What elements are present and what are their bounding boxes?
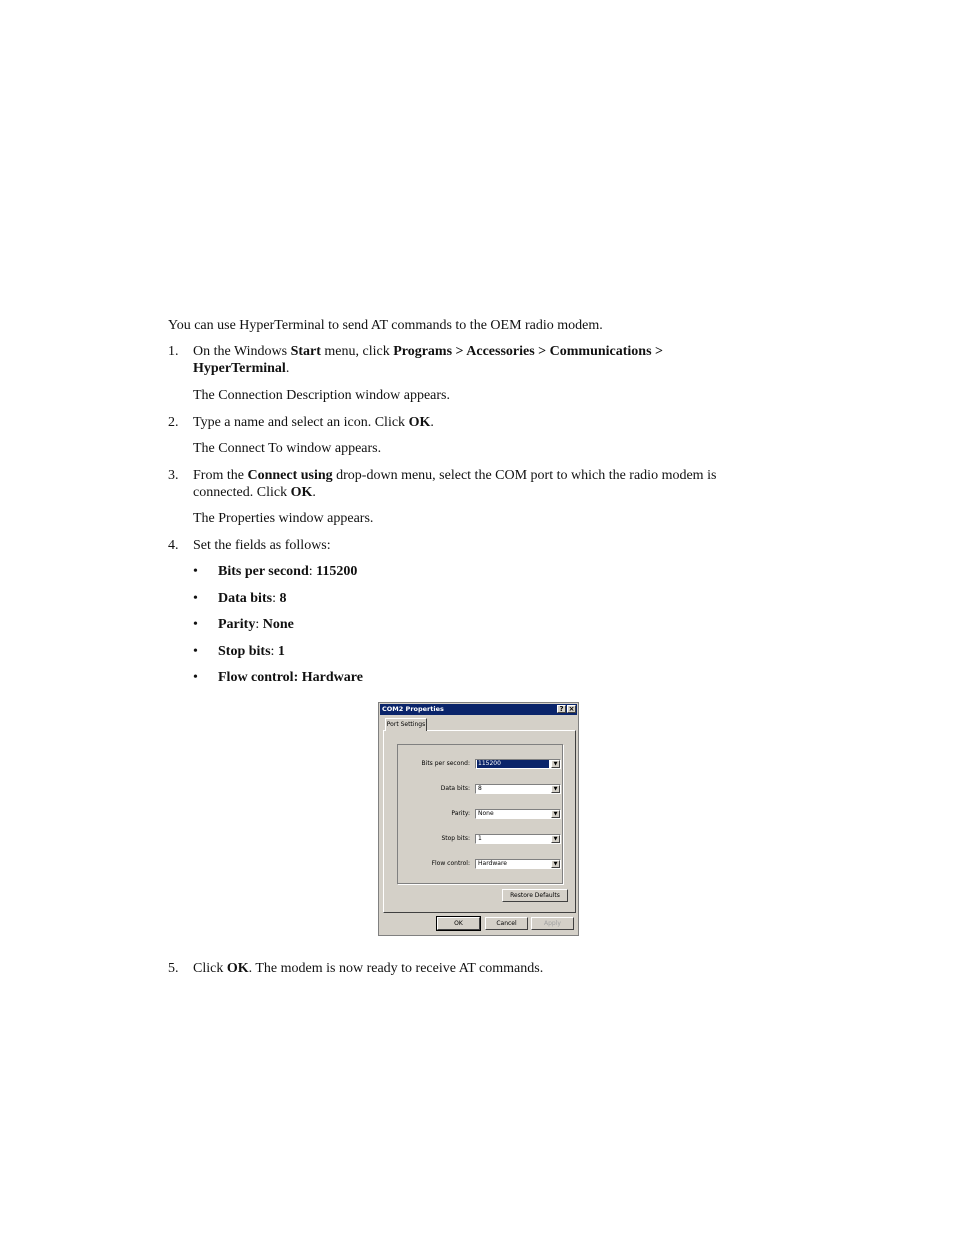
- step-3-text-c: drop-down menu, select the COM port to which the radio modem is: [332, 468, 717, 483]
- step-2-text: [193, 414, 434, 431]
- bullet-label: Stop bits: [218, 644, 271, 659]
- bullet-label: Bits per second: [218, 564, 309, 579]
- step-3-text-a: From the: [193, 468, 248, 483]
- step-3-text: [193, 467, 716, 484]
- step-1-number: 1.: [168, 344, 179, 359]
- step-1-text-a: On the Windows: [193, 344, 291, 359]
- step-4-number: 4.: [168, 538, 179, 553]
- step-5-text-c: . The modem is now ready to receive AT commands.: [248, 961, 544, 976]
- step-1-period: .: [285, 361, 290, 376]
- cancel-button[interactable]: Cancel: [485, 917, 528, 930]
- bullet-label: Parity: [218, 617, 256, 632]
- step-2-text-a: Type a name and select an icon. Click: [193, 415, 409, 430]
- bullet-sep: :: [308, 564, 317, 579]
- step-4-text: Set the fields as follows:: [193, 538, 331, 553]
- bullet-parity: [218, 616, 294, 633]
- help-button[interactable]: ?: [557, 705, 566, 713]
- bullet-value: 115200: [316, 564, 358, 579]
- flow-control-select[interactable]: [475, 859, 561, 869]
- step-5-text: [193, 960, 543, 977]
- dialog-title: COM2 Properties: [382, 705, 444, 713]
- bullet-sep: :: [270, 644, 278, 659]
- bullet-value: 1: [277, 644, 285, 659]
- flow-control-value: Hardware: [478, 860, 507, 867]
- step-1-hyperterminal: HyperTerminal: [193, 361, 286, 376]
- bits-per-second-label: Bits per second:: [421, 760, 470, 767]
- intro-text: You can use HyperTerminal to send AT commands to the OEM radio modem.: [168, 318, 603, 333]
- ok-button[interactable]: OK: [437, 917, 480, 930]
- restore-defaults-button[interactable]: Restore Defaults: [502, 889, 568, 902]
- dialog-title-bar: [380, 704, 577, 715]
- step-1-text: [193, 343, 663, 360]
- step-3-text-d: connected. Click: [193, 485, 291, 500]
- stop-bits-value: 1: [478, 835, 482, 842]
- step-1-path: Programs > Accessories > Communications >: [393, 344, 664, 359]
- stop-bits-label: Stop bits:: [441, 835, 470, 842]
- bullet-label: Data bits: [218, 591, 273, 606]
- tab-port-settings[interactable]: Port Settings: [385, 718, 427, 731]
- chevron-down-icon[interactable]: ▼: [551, 835, 560, 843]
- apply-button[interactable]: Apply: [531, 917, 574, 930]
- step-5-text-a: Click: [193, 961, 227, 976]
- step-5-number: 5.: [168, 961, 179, 976]
- parity-select[interactable]: [475, 809, 561, 819]
- bullet-bits-per-second: [218, 563, 357, 580]
- step-3-result: The Properties window appears.: [193, 511, 374, 526]
- bullet-marker: •: [193, 564, 198, 579]
- step-2-ok: OK: [408, 415, 431, 430]
- step-3-period: .: [312, 485, 316, 500]
- stop-bits-select[interactable]: [475, 834, 561, 844]
- bits-per-second-value: 115200: [477, 760, 549, 768]
- bullet-sep: :: [272, 591, 280, 606]
- step-2-period: .: [430, 415, 434, 430]
- bullet-value: 8: [279, 591, 287, 606]
- bullet-marker: •: [193, 591, 198, 606]
- data-bits-label: Data bits:: [440, 785, 470, 792]
- settings-group: [397, 744, 563, 884]
- tab-panel: [383, 730, 576, 913]
- bullet-marker: •: [193, 644, 198, 659]
- bullet-sep: :: [255, 617, 263, 632]
- bits-per-second-select[interactable]: [475, 759, 561, 769]
- chevron-down-icon[interactable]: ▼: [551, 860, 560, 868]
- step-2-number: 2.: [168, 415, 179, 430]
- step-1-text-line2: [193, 360, 289, 377]
- step-3-ok: OK: [290, 485, 313, 500]
- bullet-marker: •: [193, 670, 198, 685]
- bullet-label: Flow control: Hardware: [218, 670, 363, 685]
- step-3-connect-using: Connect using: [247, 468, 333, 483]
- bullet-marker: •: [193, 617, 198, 632]
- step-3-text-line2: [193, 484, 316, 501]
- com2-properties-dialog: [378, 702, 579, 936]
- bullet-stop-bits: [218, 643, 285, 660]
- step-1-text-c: menu, click: [320, 344, 394, 359]
- chevron-down-icon[interactable]: ▼: [551, 760, 560, 768]
- data-bits-select[interactable]: [475, 784, 561, 794]
- step-1-start: Start: [290, 344, 321, 359]
- chevron-down-icon[interactable]: ▼: [551, 810, 560, 818]
- data-bits-value: 8: [478, 785, 482, 792]
- step-2-result: The Connect To window appears.: [193, 441, 382, 456]
- bullet-value: None: [262, 617, 294, 632]
- step-5-ok: OK: [226, 961, 249, 976]
- chevron-down-icon[interactable]: ▼: [551, 785, 560, 793]
- parity-value: None: [478, 810, 494, 817]
- close-button[interactable]: ×: [568, 705, 575, 713]
- bullet-data-bits: [218, 590, 286, 607]
- step-3-number: 3.: [168, 468, 179, 483]
- flow-control-label: Flow control:: [431, 860, 470, 867]
- bullet-flow-control: [218, 669, 363, 686]
- step-1-result: The Connection Description window appears.: [193, 388, 450, 403]
- parity-label: Parity:: [451, 810, 470, 817]
